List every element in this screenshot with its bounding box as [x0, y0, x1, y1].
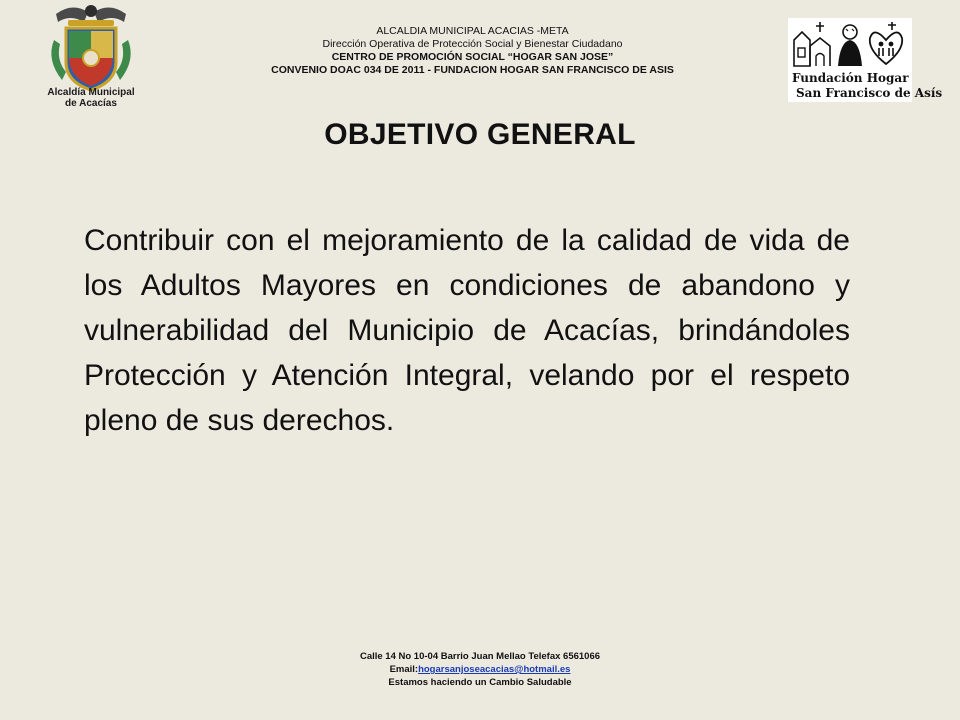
document-header — [200, 25, 745, 77]
footer-email-link[interactable]: hogarsanjoseacacias@hotmail.es — [418, 664, 571, 675]
foundation-logo — [788, 18, 943, 102]
document-footer — [0, 650, 960, 689]
logo-left-line2: de Acacías — [65, 98, 117, 109]
logo-right-line1: Fundación Hogar — [792, 71, 909, 85]
header-line-2: Dirección Operativa de Protección Social y Bienestar Ciudadano — [322, 38, 623, 50]
footer-email-label: Email: — [389, 664, 419, 675]
municipal-logo — [38, 0, 144, 110]
header-line-3: CENTRO DE PROMOCIÓN SOCIAL “HOGAR SAN JOSE” — [331, 51, 614, 63]
header-line-4: CONVENIO DOAC 034 DE 2011 - FUNDACION HOGAR SAN FRANCISCO DE ASIS — [271, 64, 674, 76]
objective-paragraph: Contribuir con el mejoramiento de la calidad de vida de los Adultos Mayores en condiciones de abandono y vulnerabilidad del Municipio de Acacías, brindándoles Protección y Atención Integral, velando por el respeto pleno de sus derechos. — [84, 224, 850, 437]
header-line-1: ALCALDIA MUNICIPAL ACACIAS -META — [376, 25, 569, 37]
page-title: OBJETIVO GENERAL — [324, 118, 636, 151]
foundation-logo-icon — [788, 18, 943, 102]
footer-email-line — [0, 663, 960, 676]
footer-address: Calle 14 No 10-04 Barrio Juan Mellao Telefax 6561066 — [359, 651, 601, 662]
logo-right-line2: San Francisco de Asís — [796, 86, 943, 100]
coat-of-arms-icon — [38, 0, 144, 110]
footer-slogan: Estamos haciendo un Cambio Saludable — [388, 677, 572, 688]
logo-left-line1: Alcaldía Municipal — [47, 87, 135, 98]
